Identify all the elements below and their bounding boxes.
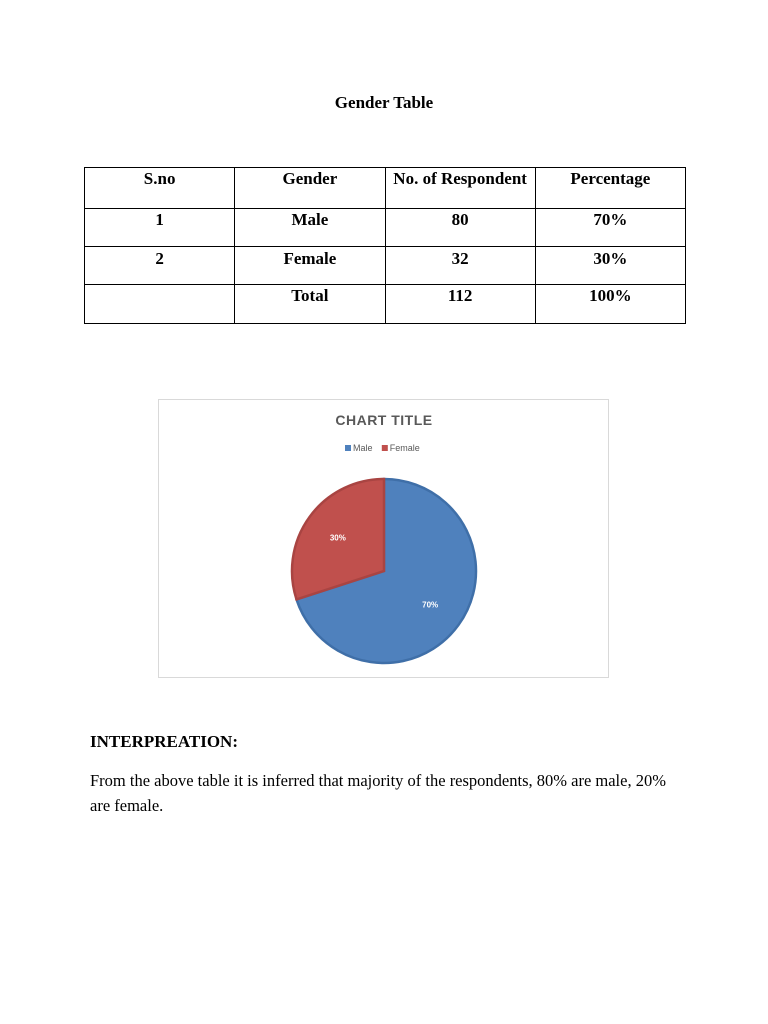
cell-percentage: 30% xyxy=(535,247,685,285)
cell-respondents: 32 xyxy=(385,247,535,285)
legend-label-female: Female xyxy=(389,443,420,453)
legend-swatch-male xyxy=(345,445,351,451)
header-sno: S.no xyxy=(85,168,235,209)
gender-table xyxy=(84,167,686,324)
cell-respondents: 112 xyxy=(385,285,535,324)
cell-gender: Total xyxy=(235,285,385,324)
legend-swatch-female xyxy=(382,445,388,451)
header-percentage: Percentage xyxy=(535,168,685,209)
table-header-row xyxy=(85,168,686,209)
cell-percentage: 100% xyxy=(535,285,685,324)
pie-chart xyxy=(158,399,609,678)
cell-sno xyxy=(85,285,235,324)
interpretation-text: From the above table it is inferred that majority of the respondents, 80% are male, 20% are female. xyxy=(90,771,666,815)
interpretation-heading: INTERPREATION: xyxy=(90,732,238,751)
document-title: Gender Table xyxy=(334,93,434,112)
cell-gender: Male xyxy=(235,209,385,247)
header-gender: Gender xyxy=(235,168,385,209)
pie-chart-svg xyxy=(159,400,610,679)
legend-label-male: Male xyxy=(353,443,373,453)
table-row xyxy=(85,209,686,247)
pie-slices xyxy=(292,479,476,663)
cell-gender: Female xyxy=(235,247,385,285)
data-label-male: 70% xyxy=(422,600,439,610)
table-total-row xyxy=(85,285,686,324)
data-label-female: 30% xyxy=(329,533,346,543)
table-row xyxy=(85,247,686,285)
chart-title: CHART TITLE xyxy=(335,412,433,428)
header-respondents: No. of Respondent xyxy=(385,168,535,209)
cell-sno: 2 xyxy=(85,247,235,285)
cell-percentage: 70% xyxy=(535,209,685,247)
cell-respondents: 80 xyxy=(385,209,535,247)
cell-sno: 1 xyxy=(85,209,235,247)
chart-legend xyxy=(345,443,420,453)
